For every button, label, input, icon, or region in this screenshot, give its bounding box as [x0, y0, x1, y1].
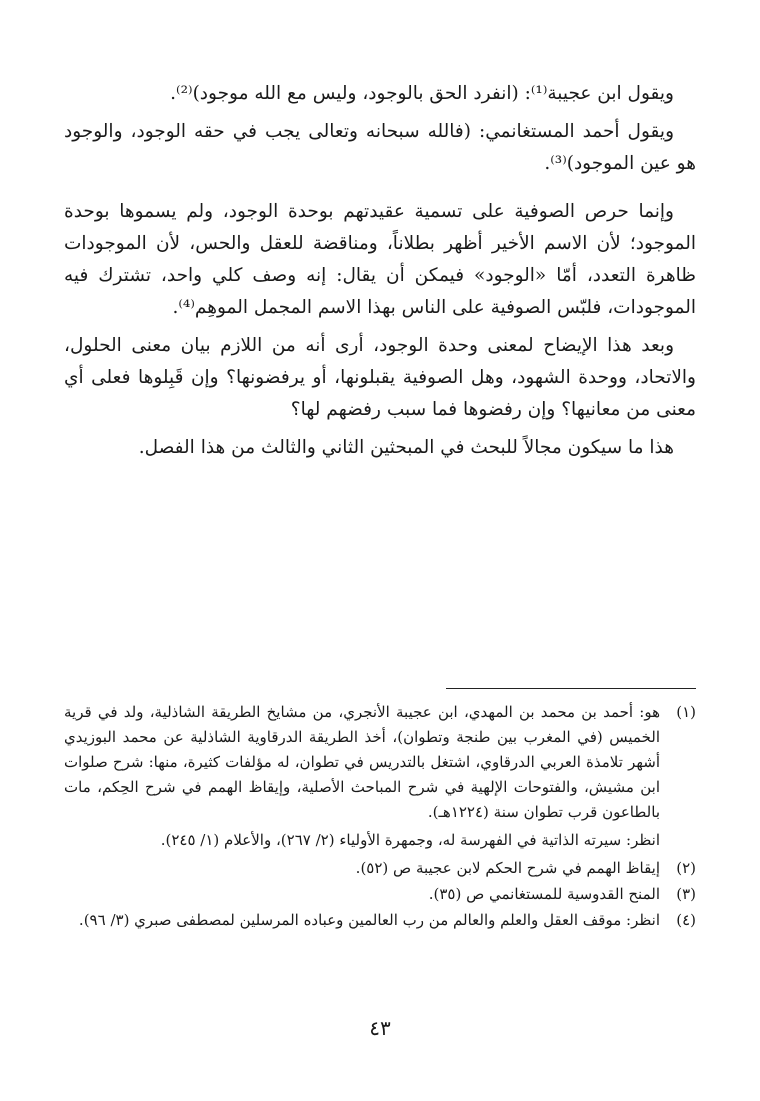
footnote-reference: انظر: سيرته الذاتية في الفهرسة له، وجمهرة الأولياء (٢/ ٢٦٧)، والأعلام (١/ ٢٤٥). [160, 831, 660, 849]
footnote-3 [64, 882, 696, 907]
footnote-divider [446, 688, 696, 689]
footnote-4 [64, 908, 696, 933]
paragraph-ibn-ajiba-quote: ويقول ابن عجيبة⁽¹⁾: (انفرد الحق بالوجود، وليس مع الله موجود)⁽²⁾. [170, 83, 674, 104]
footnote-number: (٣) [676, 885, 696, 903]
footnote-number: (٤) [676, 911, 696, 929]
main-text [64, 78, 696, 480]
page-number: ٤٣ [369, 1016, 391, 1040]
footnote-text: انظر: موقف العقل والعلم والعالم من رب العالمين وعباده المرسلين لمصطفى صبري (٣/ ٩٦). [78, 911, 660, 929]
footnote-number: (٢) [676, 859, 696, 877]
paragraph-chapter-outline: هذا ما سيكون مجالاً للبحث في المبحثين الثاني والثالث من هذا الفصل. [138, 437, 674, 458]
footnote-number: (١) [676, 703, 696, 721]
footnote-1 [64, 700, 696, 853]
footnotes [64, 700, 696, 934]
footnote-text: المنح القدوسية للمستغانمي ص (٣٥). [428, 885, 660, 903]
footnote-text: هو: أحمد بن محمد بن المهدي، ابن عجيبة الأنجري، من مشايخ الطريقة الشاذلية، ولد في قرية الخميس (في المغرب بين طنجة وتطوان)، أخذ الطريقة الدرقاوية الشاذلية عن محمد البوزيدي أشهر تلامذة العربي الدرقاوي، اشتغل بالتدريس في تطوان، له مؤلفات كثيرة، منها: شرح صلوات ابن مشيش، والفتوحات الإلهية في شرح المباحث الأصلية، وإيقاظ الهمم في شرح الحِكم، مات بالطاعون قرب تطوان سنة (١٢٢٤هـ). [64, 703, 660, 821]
paragraph-wahdat-al-wujud: وإنما حرص الصوفية على تسمية عقيدتهم بوحدة الوجود، ولم يسموها بوحدة الموجود؛ لأن الاسم الأخير أظهر بطلاناً، ومناقضة للعقل والحس، لأن الموجودات ظاهرة التعدد، أمّا «الوجود» فيمكن أن يقال: إنه وصف كلي واحد، تشترك فيه الموجودات، فلبّس الصوفية على الناس بهذا الاسم المجمل الموهِم⁽⁴⁾. [64, 201, 696, 318]
paragraph-mostaghanemi-quote: ويقول أحمد المستغانمي: (فالله سبحانه وتعالى يجب في حقه الوجود، والوجود هو عين الموجود)⁽³⁾. [64, 121, 696, 174]
paragraph-hulul-ittihad: وبعد هذا الإيضاح لمعنى وحدة الوجود، أرى أنه من اللازم بيان معنى الحلول، والاتحاد، ووحدة الشهود، وهل الصوفية يقبلونها، أو يرفضونها؟ وإن قَبِلوها فعلى أي معنى من معانيها؟ وإن رفضوها فما سبب رفضهم لها؟ [64, 335, 696, 420]
footnote-text: إيقاظ الهمم في شرح الحكم لابن عجيبة ص (٥٢). [355, 859, 660, 877]
footnote-2 [64, 856, 696, 881]
